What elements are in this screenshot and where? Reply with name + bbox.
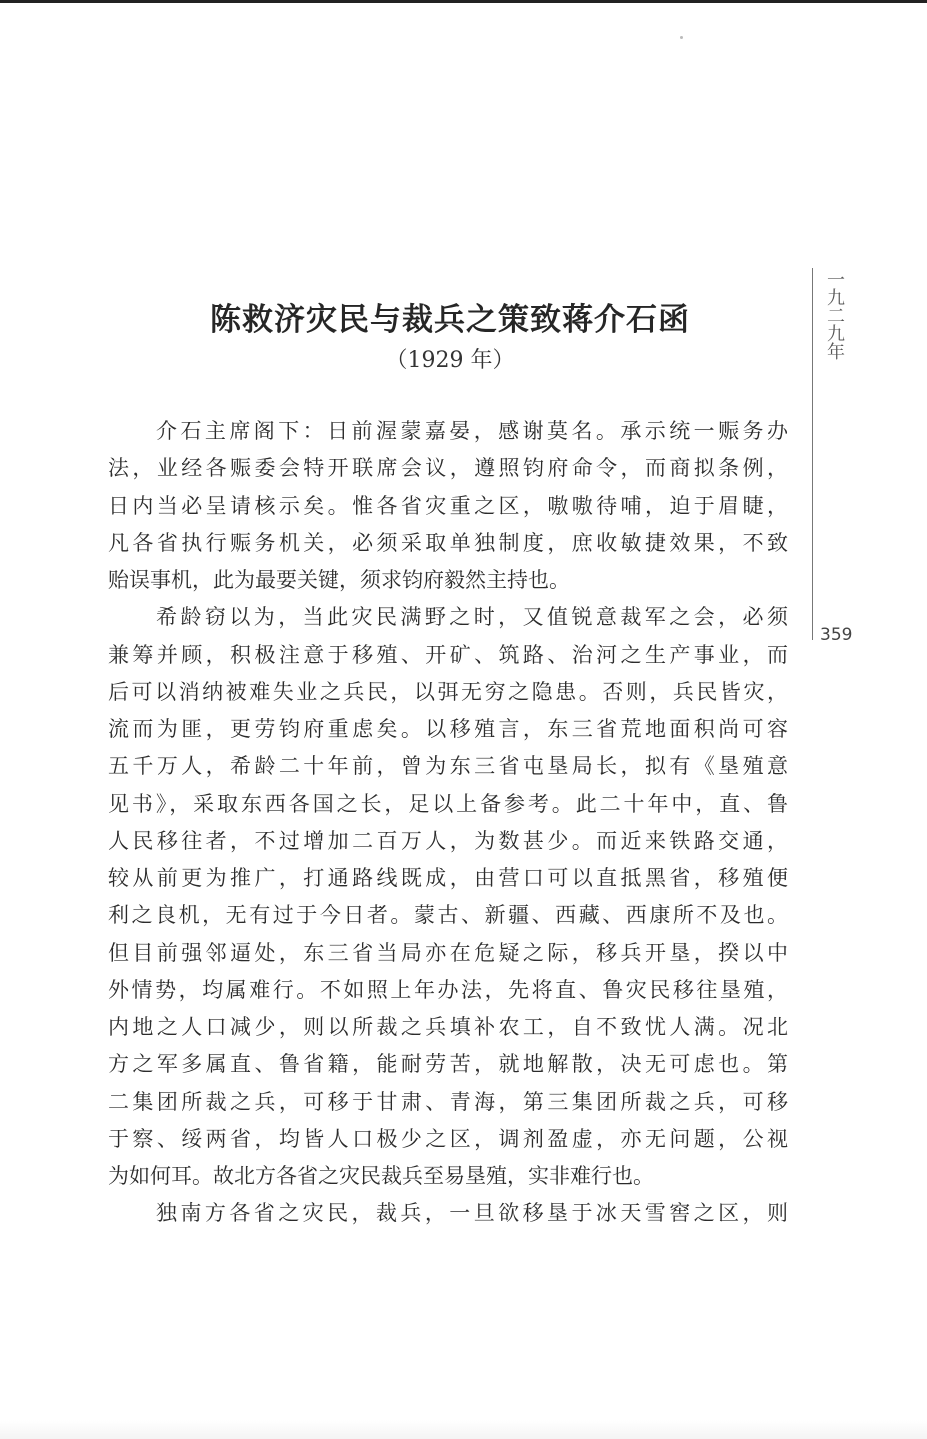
scan-speck <box>680 36 683 39</box>
text-line: 内地之人口减少，则以所裁之兵填补农工，自不致忧人满。况北 <box>108 1015 788 1039</box>
bottom-scan-shadow <box>0 1420 927 1439</box>
text-line: 二集团所裁之兵，可移于甘肃、青海，第三集团所裁之兵，可移 <box>108 1089 788 1114</box>
text-line: 贻误事机，此为最要关键，须求钧府毅然主持也。 <box>108 568 570 592</box>
text-line: 希龄窃以为，当此灾民满野之时，又值锐意裁军之会，必须 <box>156 605 788 630</box>
text-line: 法，业经各赈委会特开联席会议，遵照钧府命令，而商拟条例， <box>108 456 788 481</box>
margin-year-label: 一九二九年 <box>824 270 845 360</box>
text-line: 流而为匪，更劳钧府重虑矣。以移殖言，东三省荒地面积尚可容 <box>108 717 788 741</box>
text-line: 后可以消纳被难失业之兵民，以弭无穷之隐患。否则，兵民皆灾， <box>108 679 788 704</box>
letter-year-subtitle: （1929 年） <box>385 348 515 373</box>
margin-divider-line <box>812 268 813 640</box>
text-line: 日内当必呈请核示矣。惟各省灾重之区，嗷嗷待哺，迫于眉睫， <box>108 493 788 518</box>
text-line: 独南方各省之灾民，裁兵，一旦欲移垦于冰天雪窖之区，则 <box>156 1201 788 1226</box>
text-line: 为如何耳。故北方各省之灾民裁兵至易垦殖，实非难行也。 <box>108 1164 654 1188</box>
text-line: 较从前更为推广，打通路线既成，由营口可以直抵黑省，移殖便 <box>108 866 788 890</box>
text-line: 外情势，均属难行。不如照上年办法，先将直、鲁灾民移往垦殖， <box>108 977 788 1002</box>
page-number: 359 <box>820 625 853 645</box>
text-line: 人民移往者，不过增加二百万人，为数甚少。而近来铁路交通， <box>108 828 788 853</box>
text-line: 方之军多属直、鲁省籍，能耐劳苦，就地解散，决无可虑也。第 <box>108 1052 788 1077</box>
text-line: 见书》，采取东西各国之长，足以上备参考。此二十年中，直、鲁 <box>108 791 788 816</box>
text-line: 凡各省执行赈务机关，必须采取单独制度，庶收敏捷效果，不致 <box>108 530 788 555</box>
text-line: 但目前强邻逼处，东三省当局亦在危疑之际，移兵开垦，揆以中 <box>108 940 788 965</box>
text-line: 介石主席阁下：日前渥蒙嘉晏，感谢莫名。承示统一赈务办 <box>156 419 788 443</box>
top-edge-rule <box>0 0 927 3</box>
letter-body <box>108 413 788 1233</box>
letter-title: 陈救济灾民与裁兵之策致蒋介石函 <box>210 302 690 338</box>
text-line: 利之良机，无有过于今日者。蒙古、新疆、西藏、西康所不及也。 <box>108 903 788 928</box>
text-line: 五千万人，希龄二十年前，曾为东三省屯垦局长，拟有《垦殖意 <box>108 754 788 779</box>
text-line: 于察、绥两省，均皆人口极少之区，调剂盈虚，亦无问题，公视 <box>108 1126 788 1151</box>
text-line: 兼筹并顾，积极注意于移殖、开矿、筑路、治河之生产事业，而 <box>108 642 788 667</box>
